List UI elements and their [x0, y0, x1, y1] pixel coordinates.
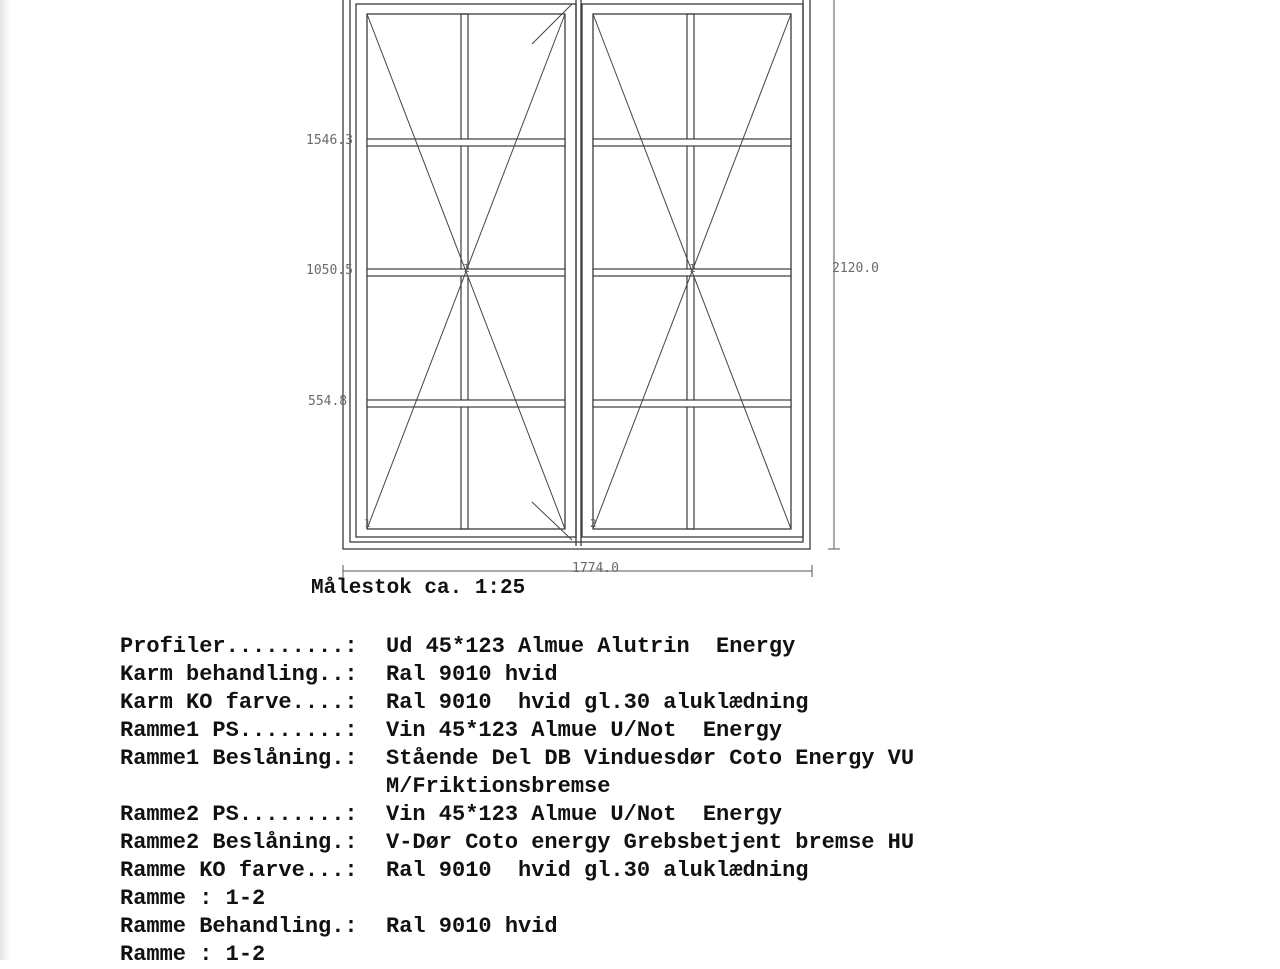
spec-value: Vin 45*123 Almue U/Not Energy: [386, 718, 783, 743]
sash-mark: 1: [463, 262, 470, 275]
spec-key: Karm KO farve....:: [120, 690, 358, 715]
spec-key: Ramme : 1-2: [120, 942, 266, 967]
spec-value: Vin 45*123 Almue U/Not Energy: [386, 802, 783, 827]
spec-row: [120, 745, 914, 773]
spec-row: [120, 661, 914, 689]
spec-key: [120, 773, 386, 801]
sash-mark: 2: [590, 517, 597, 530]
handle-mark-bottom: [532, 502, 572, 540]
right-bar-upper: [593, 139, 791, 146]
spec-value: Ral 9010 hvid gl.30 aluklædning: [386, 858, 809, 883]
width-dimension-label: 1774.0: [572, 561, 619, 576]
spec-key: Ramme1 Beslåning.:: [120, 746, 358, 771]
spec-value: V-Dør Coto energy Grebsbetjent bremse HU: [386, 830, 915, 855]
left-bar-upper: [367, 139, 565, 146]
sash-mark: 1: [689, 262, 696, 275]
bar-level-label-middle: 1050.5: [306, 263, 353, 278]
spec-key: Ramme KO farve...:: [120, 858, 358, 883]
spec-value: Ral 9010 hvid: [386, 914, 558, 939]
spec-row: [120, 633, 914, 661]
spec-row: [120, 857, 914, 885]
spec-value: Ral 9010 hvid gl.30 aluklædning: [386, 690, 809, 715]
height-dimension-label: 2120.0: [832, 261, 879, 276]
spec-key: Ramme2 Beslåning.:: [120, 830, 358, 855]
bar-level-label-upper: 1546.3: [306, 133, 353, 148]
spec-value: M/Friktionsbremse: [386, 774, 611, 799]
spec-row: [120, 913, 914, 941]
spec-key: Karm behandling..:: [120, 662, 358, 687]
spec-key: Profiler.........:: [120, 634, 358, 659]
spec-row: [120, 717, 914, 745]
spec-row: [120, 941, 914, 969]
handle-mark-top: [532, 4, 572, 44]
spec-key: Ramme2 PS........:: [120, 802, 358, 827]
bar-level-label-lower: 554.8: [308, 394, 348, 409]
spec-row: [120, 829, 914, 857]
left-bar-lower: [367, 400, 565, 407]
spec-value: Ral 9010 hvid: [386, 662, 558, 687]
spec-row: [120, 801, 914, 829]
spec-key: Ramme : 1-2: [120, 886, 266, 911]
sash-mark: 1: [364, 517, 371, 530]
spec-row: [120, 773, 914, 801]
spec-value: Stående Del DB Vinduesdør Coto Energy VU: [386, 746, 915, 771]
right-bar-lower: [593, 400, 791, 407]
specification-list: [120, 633, 914, 969]
spec-key: Ramme1 PS........:: [120, 718, 358, 743]
spec-row: [120, 885, 914, 913]
spec-key: Ramme Behandling.:: [120, 914, 358, 939]
spec-value: Ud 45*123 Almue Alutrin Energy: [386, 634, 796, 659]
spec-row: [120, 689, 914, 717]
scale-caption: Målestok ca. 1:25: [311, 577, 526, 600]
